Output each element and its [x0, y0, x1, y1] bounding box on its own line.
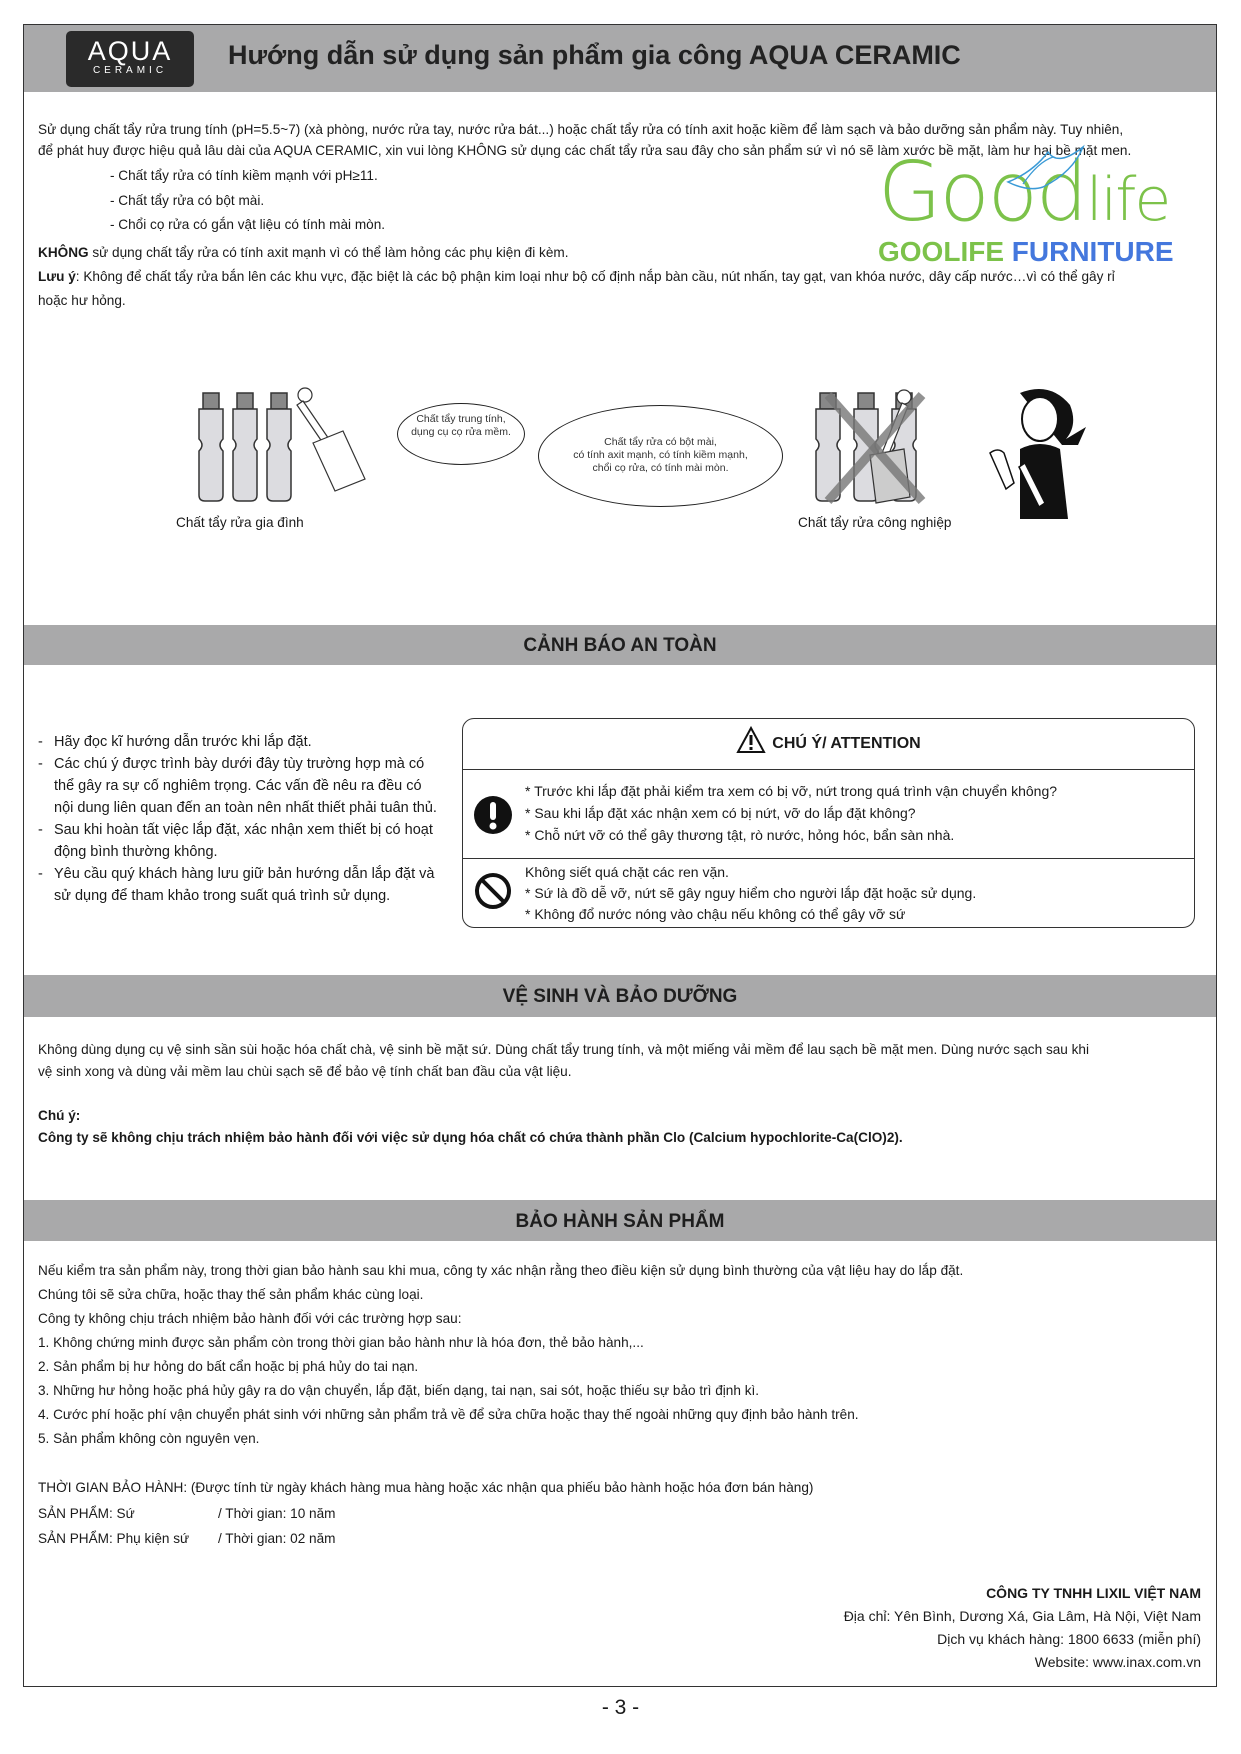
safety-list-item: - Hãy đọc kĩ hướng dẫn trước khi lắp đặt. [38, 734, 312, 750]
warranty-exclusion: 4. Cước phí hoặc phí vận chuyển phát sinh với những sản phẩm trả về để sửa chữa hoặc thay thế ngoài những quy định bảo hành trên. [38, 1407, 859, 1422]
warranty-exclusion: 5. Sản phẩm không còn nguyên vẹn. [38, 1431, 260, 1446]
mandatory-line: * Chỗ nứt vỡ có thể gây thương tật, rò nước, hỏng hóc, bẩn sàn nhà. [525, 827, 955, 843]
mandatory-line: * Sau khi lắp đặt xác nhận xem có bị nứt, vỡ do lắp đặt không? [525, 805, 916, 821]
intro-bullet: - Chất tẩy rửa có bột mài. [110, 193, 265, 208]
exclamation-circle-icon [473, 795, 513, 835]
prohibition-icon [473, 871, 513, 911]
warranty-exclusion: 3. Những hư hỏng hoặc phá hủy gây ra do vận chuyển, lắp đặt, biến dạng, tai nạn, sai sót, hoặc thiếu sự bảo trì định kì. [38, 1383, 760, 1398]
company-address: Địa chỉ: Yên Bình, Dương Xá, Gia Lâm, Hà Nội, Việt Nam [843, 1608, 1201, 1624]
warranty-product-time: / Thời gian: 02 năm [218, 1531, 336, 1546]
safety-list-item: - Các chú ý được trình bày dưới đây tùy trường hợp mà có thể gây ra sự cố nghiêm trọng. Các vấn đề nêu ra đều có nội dung liên quan đến an toàn nên nhất thiết phải tuân thủ. [38, 756, 437, 816]
woman-refusing-icon [980, 383, 1095, 523]
warranty-exclusion: 2. Sản phẩm bị hư hỏng do bất cẩn hoặc bị phá hủy do tai nạn. [38, 1359, 419, 1374]
warranty-product-name: SẢN PHẨM: Phụ kiện sứ [38, 1531, 190, 1546]
warranty-section-title: BẢO HÀNH SẢN PHẨM [515, 1211, 725, 1232]
logo-top: AQUA [87, 36, 173, 66]
luuy-bold: Lưu ý [38, 269, 76, 284]
luuy-note [38, 268, 1115, 286]
warning-triangle-icon [736, 726, 766, 754]
attention-box [462, 718, 1195, 928]
intro-line-2: để phát huy được hiệu quả lâu dài của AQUA CERAMIC, xin vui lòng KHÔNG sử dụng các chất tẩy rửa sau đây cho sản phẩm sứ vì nó sẽ làm xước bề mặt, làm hư hại bề mặt men. [38, 143, 1132, 158]
goodlife-watermark [878, 145, 1174, 267]
company-website: Website: www.inax.com.vn [1034, 1654, 1201, 1670]
cleaning-note-text: Công ty sẽ không chịu trách nhiệm bảo hành đối với việc sử dụng hóa chất có chứa thành phần Clo (Calcium hypochlorite-Ca(ClO)2). [38, 1130, 903, 1145]
aqua-ceramic-logo [66, 31, 194, 87]
industrial-cleaner-crossed-icon [810, 385, 960, 505]
page-number: - 3 - [601, 1696, 640, 1719]
prohibition-row [463, 859, 1194, 929]
speech-bubble-industrial: Chất tẩy rửa có bột mài, có tính axit mạnh, có tính kiềm mạnh, chổi cọ rửa, có tính mài mòn. [538, 405, 783, 507]
khong-text: sử dụng chất tẩy rửa có tính axit mạnh vì có thể làm hỏng các phụ kiện đi kèm. [88, 245, 569, 260]
safety-list [38, 731, 448, 907]
khong-note [38, 244, 569, 262]
warranty-product-name: SẢN PHẨM: Sứ [38, 1506, 135, 1521]
attention-title: CHÚ Ý/ ATTENTION [772, 735, 921, 752]
safety-list-item: - Sau khi hoàn tất việc lắp đặt, xác nhận xem thiết bị có hoạt động bình thường không. [38, 822, 433, 860]
cleaning-section-title: VỆ SINH VÀ BẢO DƯỠNG [502, 986, 738, 1007]
intro-line-1: Sử dụng chất tẩy rửa trung tính (pH=5.5~7) (xà phòng, nước rửa tay, nước rửa bát...) hoặc chất tẩy rửa có tính axit hoặc kiềm để làm sạch và bảo dưỡng sản phẩm này. Tuy nhiên, [38, 122, 1124, 137]
caption-household-cleaner: Chất tẩy rửa gia đình [176, 515, 304, 530]
company-name: CÔNG TY TNHH LIXIL VIỆT NAM [986, 1585, 1201, 1601]
goodlife-wordmark: Goodlife [878, 145, 1170, 240]
logo-bottom: CERAMIC [92, 65, 168, 76]
warranty-product-time: / Thời gian: 10 năm [218, 1506, 336, 1521]
company-hotline: Dịch vụ khách hàng: 1800 6633 (miễn phí) [937, 1631, 1201, 1647]
warranty-line: Công ty không chịu trách nhiệm bảo hành đối với các trường hợp sau: [38, 1311, 462, 1326]
warranty-section-band [23, 1200, 1217, 1241]
prohibition-line: * Không đổ nước nóng vào chậu nếu không có thể gây vỡ sứ [525, 906, 906, 922]
speech-bubble-neutral: Chất tẩy trung tính, dụng cụ cọ rửa mềm. [397, 403, 525, 465]
warranty-period-note: (Được tính từ ngày khách hàng mua hàng hoặc xác nhận qua phiếu bảo hành hoặc hóa đơn bán hàng) [187, 1480, 814, 1495]
prohibition-line: Không siết quá chặt các ren vặn. [525, 864, 729, 880]
cleaning-note-label: Chú ý: [38, 1108, 81, 1123]
prohibition-line: * Sứ là đồ dễ vỡ, nứt sẽ gây nguy hiểm cho người lắp đặt hoặc sử dụng. [525, 885, 977, 901]
caption-industrial-cleaner: Chất tẩy rửa công nghiệp [798, 515, 952, 530]
mandatory-row [463, 770, 1194, 859]
luuy-text: : Không để chất tẩy rửa bắn lên các khu vực, đặc biệt là các bộ phận kim loại như bộ cố định nắp bàn cầu, nút nhấn, tay gạt, van khóa nước, dây cấp nước…vì có thể gây rỉ [75, 269, 1115, 284]
cleaning-line-2: vệ sinh xong và dùng vải mềm lau chùi sạch sẽ để bảo vệ tính chất ban đầu của vật liệu. [38, 1064, 572, 1079]
warranty-line: Chúng tôi sẽ sửa chữa, hoặc thay thế sản phẩm khác cùng loại. [38, 1287, 424, 1302]
bird-icon [1003, 142, 1093, 202]
intro-bullet: - Chổi cọ rửa có gắn vật liệu có tính mài mòn. [110, 217, 386, 232]
safety-section-band [23, 625, 1217, 665]
khong-bold: KHÔNG [38, 245, 89, 260]
household-cleaner-bottles-icon [195, 385, 375, 505]
safety-section-title: CẢNH BÁO AN TOÀN [523, 635, 717, 656]
luuy-line-2: hoặc hư hỏng. [38, 293, 126, 308]
intro-bullet: - Chất tẩy rửa có tính kiềm mạnh với pH≥11. [110, 168, 378, 183]
warranty-line: Nếu kiểm tra sản phẩm này, trong thời gian bảo hành sau khi mua, công ty xác nhận rằng theo điều kiện sử dụng bình thường của vật liệu hay do lắp đặt. [38, 1263, 964, 1278]
warranty-period-label: THỜI GIAN BẢO HÀNH: [38, 1480, 188, 1495]
cleaning-section-band [23, 975, 1217, 1017]
safety-list-item: - Yêu cầu quý khách hàng lưu giữ bản hướng dẫn lắp đặt và sử dụng để tham khảo trong suất quá trình sử dụng. [38, 866, 435, 904]
attention-header [463, 719, 1194, 770]
warranty-period [38, 1479, 813, 1497]
goolife-furniture-text: GOOLIFE FURNITURE [878, 236, 1174, 267]
warranty-exclusion: 1. Không chứng minh được sản phẩm còn trong thời gian bảo hành như là hóa đơn, thẻ bảo hành,... [38, 1335, 644, 1350]
page-title: Hướng dẫn sử dụng sản phẩm gia công AQUA CERAMIC [228, 40, 961, 70]
mandatory-line: * Trước khi lắp đặt phải kiểm tra xem có bị vỡ, nứt trong quá trình vận chuyển không? [525, 783, 1058, 799]
cleaning-line-1: Không dùng dụng cụ vệ sinh sần sùi hoặc hóa chất chà, vệ sinh bề mặt sứ. Dùng chất tẩy trung tính, và một miếng vải mềm để lau sạch bề mặt men. Dùng nước sạch sau khi [38, 1042, 1090, 1057]
